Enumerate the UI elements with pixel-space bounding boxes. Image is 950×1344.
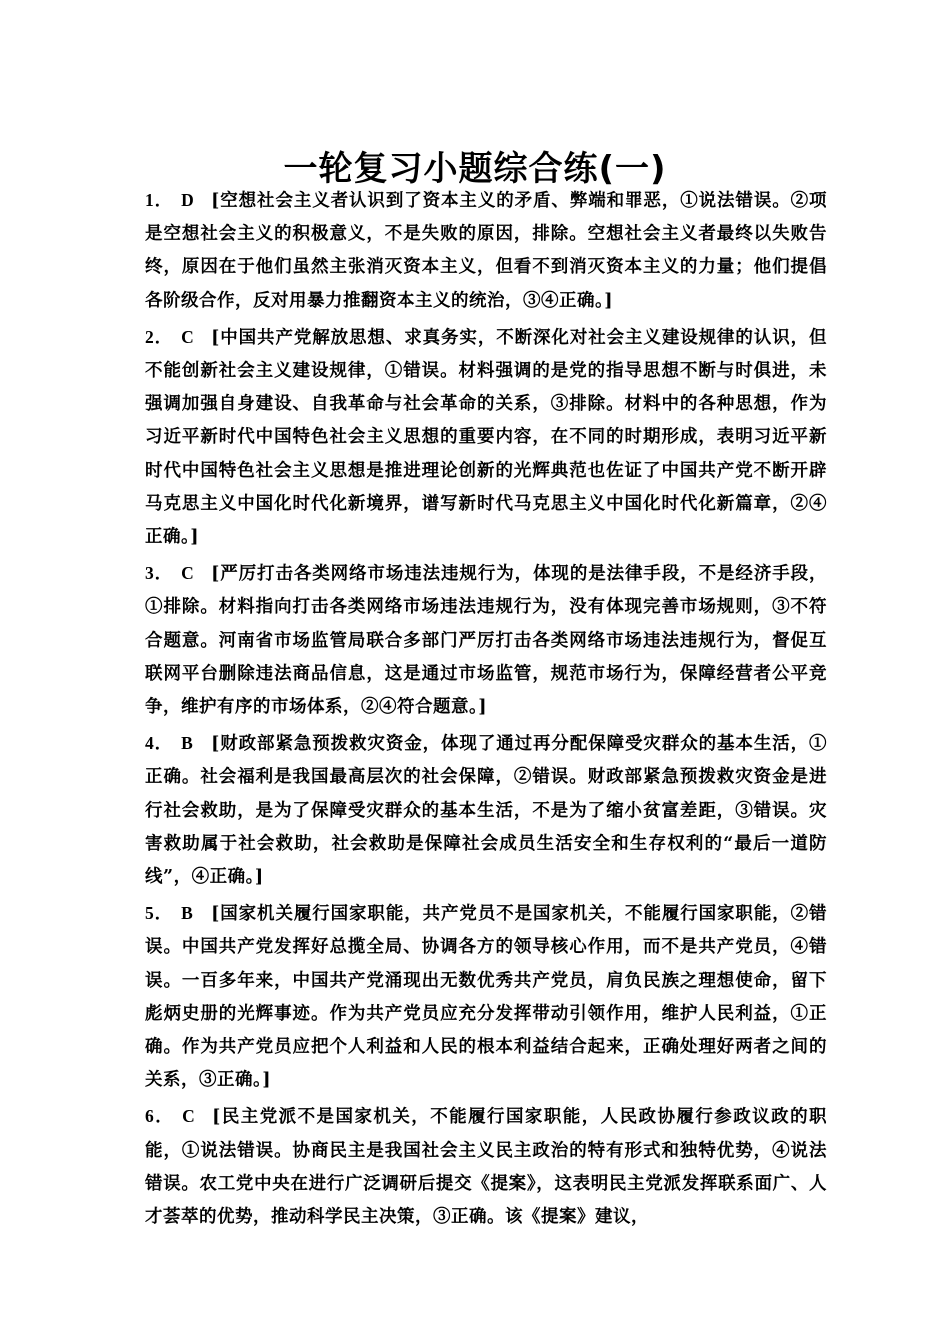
answer-item bbox=[145, 897, 827, 1097]
answer-number: 1． bbox=[145, 190, 174, 210]
answer-choice: B bbox=[181, 733, 194, 754]
answer-number: 6． bbox=[145, 1106, 175, 1127]
answer-number: 3． bbox=[145, 563, 174, 584]
answer-item bbox=[145, 1100, 827, 1234]
answer-explanation: [财政部紧急预拨救灾资金，体现了通过再分配保障受灾群众的基本生活，①正确。社会福利是我国最高层次的社会保障，②错误。财政部紧急预拨救灾资金是进行社会救助，是为了保障受灾群众的基本生活，不是为了缩小贫富差距，③错误。灾害救助属于社会救助，社会救助是保障社会成员生活安全和生存权利的“最后一道防线”，④正确。] bbox=[145, 734, 828, 888]
answer-explanation: [空想社会主义者认识到了资本主义的矛盾、弊端和罪恶，①说法错误。②项是空想社会主义的积极意义，不是失败的原因，排除。空想社会主义者最终以失败告终，原因在于他们虽然主张消灭资本主义，但看不到消灭资本主义的力量；他们提倡各阶级合作，反对用暴力推翻资本主义的统治，③④正确。] bbox=[145, 191, 828, 311]
answer-item bbox=[145, 321, 827, 554]
answer-list bbox=[145, 184, 827, 1237]
answer-item bbox=[145, 184, 827, 318]
answer-choice: B bbox=[181, 903, 194, 924]
answer-explanation: [民主党派不是国家机关，不能履行国家职能，人民政协履行参政议政的职能，①说法错误。协商民主是我国社会主义民主政治的特有形式和独特优势，④说法错误。农工党中央在进行广泛调研后提交《提案》，这表明民主党派发挥联系面广、人才荟萃的优势，推动科学民主决策，③正确。该《提案》建议， bbox=[145, 1107, 828, 1228]
answer-choice: C bbox=[181, 326, 195, 347]
answer-explanation: [严厉打击各类网络市场违法违规行为，体现的是法律手段，不是经济手段，①排除。材料指向打击各类网络市场违法违规行为，没有体现完善市场规则，③不符合题意。河南省市场监管局联合多部门严厉打击各类网络市场违法违规行为，督促互联网平台删除违法商品信息，这是通过市场监管，规范市场行为，保障经营者公平竞争，维护有序的市场体系，②④符合题意。] bbox=[145, 564, 828, 718]
answer-number: 5． bbox=[145, 903, 174, 924]
answer-choice: D bbox=[181, 190, 195, 210]
answer-number: 2． bbox=[145, 326, 174, 347]
answer-choice: C bbox=[181, 563, 195, 584]
answer-item bbox=[145, 557, 827, 724]
answer-number: 4． bbox=[145, 733, 174, 754]
answer-explanation: [国家机关履行国家职能，共产党员不是国家机关，不能履行国家职能，②错误。中国共产党发挥好总揽全局、协调各方的领导核心作用，而不是共产党员，④错误。一百多年来，中国共产党涌现出无数优秀共产党员，肩负民族之理想使命，留下彪炳史册的光辉事迹。作为共产党员应充分发挥带动引领作用，维护人民利益，①正确。作为共产党员应把个人利益和人民的根本利益结合起来，正确处理好两者之间的关系，③正确。] bbox=[145, 904, 828, 1091]
answer-choice: C bbox=[182, 1106, 196, 1127]
answer-explanation: [中国共产党解放思想、求真务实，不断深化对社会主义建设规律的认识，但不能创新社会主义建设规律，①错误。材料强调的是党的指导思想不断与时俱进，未强调加强自身建设、自我革命与社会革命的关系，③排除。材料中的各种思想，作为习近平新时代中国特色社会主义思想的重要内容，在不同的时期形成，表明习近平新时代中国特色社会主义思想是推进理论创新的光辉典范也佐证了中国共产党不断开辟马克思主义中国化时代化新境界，谱写新时代马克思主义中国化时代化新篇章，②④正确。] bbox=[145, 327, 828, 548]
answer-item bbox=[145, 727, 827, 894]
page-title: 一轮复习小题综合练(一) bbox=[283, 148, 667, 189]
